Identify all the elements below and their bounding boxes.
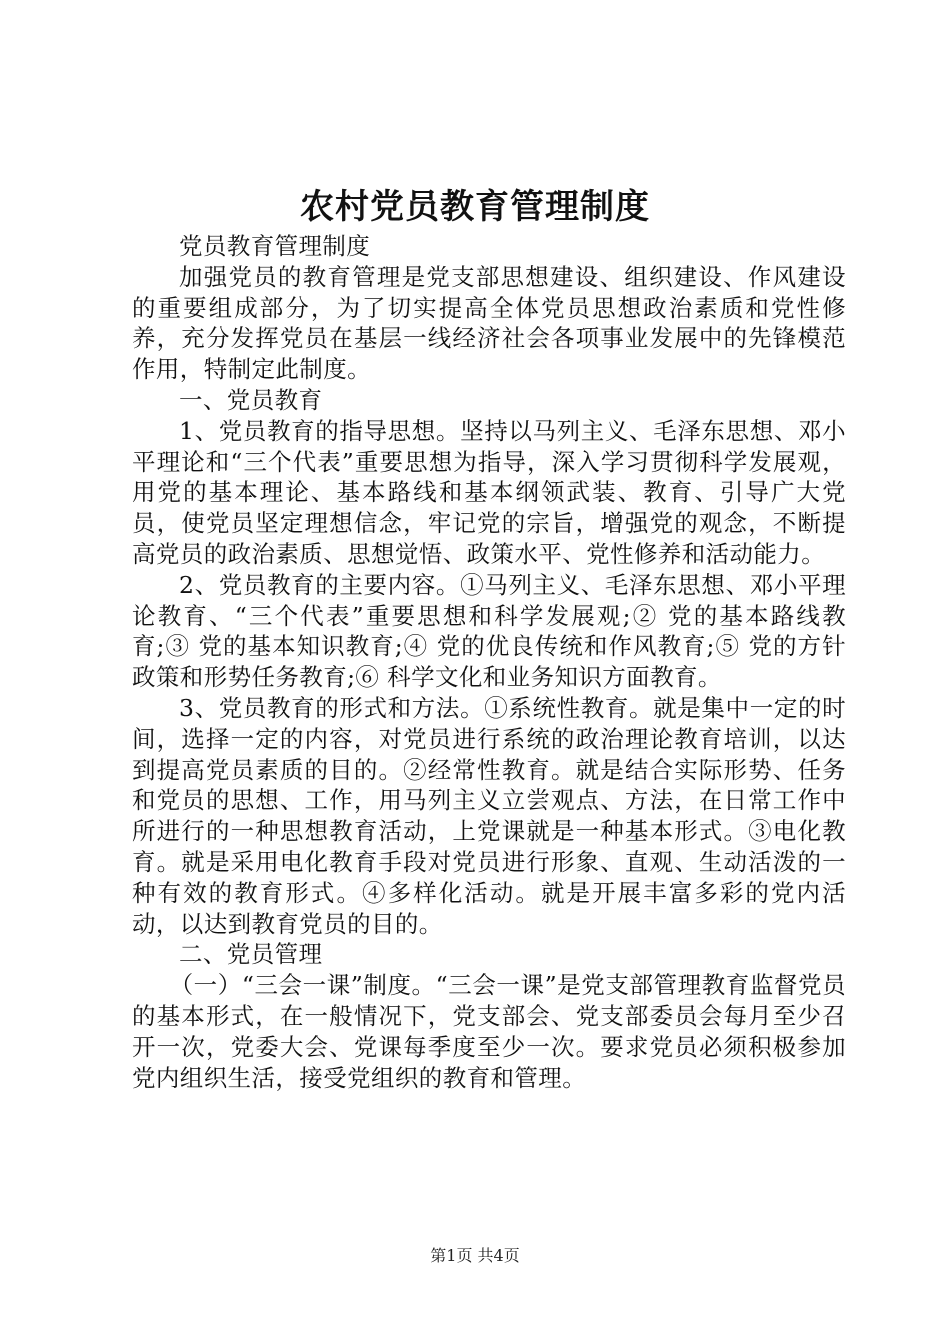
paragraph-three-meetings: （一）“三会一课”制度。“三会一课”是党支部管理教育监督党员的基本形式，在一般情况下，党支部会、党支部委员会每月至少召开一次，党委大会、党课每季度至少一次。要求党员必须积极参加党内组织生活，接受党组织的教育和管理。 xyxy=(132,971,846,1092)
paragraph-guiding-thought: 1、党员教育的指导思想。坚持以马列主义、毛泽东思想、邓小平理论和“三个代表”重要思想为指导，深入学习贯彻科学发展观，用党的基本理论、基本路线和基本纲领武装、教育、引导广大党员，使党员坚定理想信念，牢记党的宗旨，增强党的观念，不断提高党员的政治素质、思想觉悟、政策水平、党性修养和活动能力。 xyxy=(132,416,846,568)
paragraph-heading: 党员教育管理制度 xyxy=(179,232,371,260)
section-heading-education: 一、党员教育 xyxy=(179,385,323,414)
paragraph-main-content: 2、党员教育的主要内容。①马列主义、毛泽东思想、邓小平理论教育、“三个代表”重要思想和科学发展观;② 党的基本路线教育;③ 党的基本知识教育;④ 党的优良传统和作风教育;⑤ 党的方针政策和形势任务教育;⑥ 科学文化和业务知识方面教育。 xyxy=(132,570,846,692)
paragraph-intro: 加强党员的教育管理是党支部思想建设、组织建设、作风建设的重要组成部分，为了切实提高全体党员思想政治素质和党性修养，充分发挥党员在基层一线经济社会各项事业发展中的先锋模范作用，特制定此制度。 xyxy=(132,262,846,384)
paragraph-forms-methods: 3、党员教育的形式和方法。①系统性教育。就是集中一定的时间，选择一定的内容，对党员进行系统的政治理论教育培训，以达到提高党员素质的目的。②经常性教育。就是结合实际形势、任务和党员的思想、工作，用马列主义立尝观点、方法，在日常工作中所进行的一种思想教育活动，上党课就是一种基本形式。③电化教育。就是采用电化教育手段对党员进行形象、直观、生动活泼的一种有效的教育形式。④多样化活动。就是开展丰富多彩的党内活动，以达到教育党员的目的。 xyxy=(132,693,846,938)
section-heading-management: 二、党员管理 xyxy=(179,940,323,969)
page-number: 第1页 共4页 xyxy=(430,1246,520,1265)
document-body xyxy=(132,231,846,1093)
document-title: 农村党员教育管理制度 xyxy=(300,187,650,227)
